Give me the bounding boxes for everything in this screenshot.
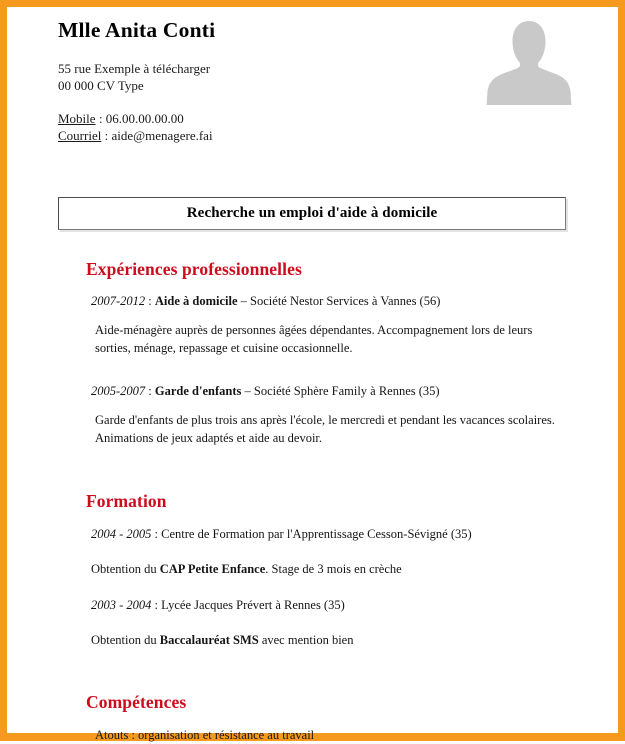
address-line-2: 00 000 CV Type [58,77,144,93]
address-line-1: 55 rue Exemple à télécharger [58,60,211,76]
formation-entry-result [91,561,562,579]
experience-entry-dash: – [237,294,251,308]
competences-list [91,727,562,744]
formation-result-suffix: . Stage de 3 mois en crèche [265,562,402,577]
experience-entry-separator: : [145,384,155,399]
experience-entry-dash: – [241,384,254,399]
experience-entries [91,293,562,448]
cv-header [7,7,618,171]
entry-spacer [91,579,562,597]
experience-entry-header [91,293,562,310]
formation-entry-school: Centre de Formation par l'Apprentissage Cesson-Sévigné (35) [161,526,472,541]
section-formation [7,491,618,650]
formation-entry-separator: : [151,597,162,612]
formation-diploma: CAP Petite Enfance [159,562,266,577]
section-title-competences: Compétences [86,691,187,712]
competences-item: Atouts : organisation et résistance au travail [95,727,315,742]
formation-entry-school: Lycée Jacques Prévert à Rennes (35) [161,597,345,612]
formation-entry-header [91,526,562,544]
formation-entry-result [91,632,562,650]
formation-entries [91,526,562,650]
section-title-experience: Expériences professionnelles [86,259,302,279]
photo-placeholder [485,17,573,109]
formation-entry-period: 2004 - 2005 [91,526,152,541]
objective-box [58,197,566,230]
entry-spacer [91,357,562,383]
objective-box-wrapper [58,197,566,230]
experience-entry-period: 2007-2012 [91,294,146,308]
experience-entry [91,293,562,357]
experience-entry-header [91,383,562,400]
contact-mobile-value: 06.00.00.00.00 [105,110,184,126]
contact-email [58,127,458,144]
person-silhouette-icon [485,17,573,109]
experience-entry-separator: : [145,294,155,308]
experience-entry-period: 2005-2007 [91,384,146,399]
contact-email-separator: : [101,128,112,144]
contact-email-label: Courriel [58,128,102,144]
formation-result-suffix: avec mention bien [258,633,354,648]
experience-entry-employer: Société Nestor Services à Vannes (56) [250,294,441,308]
contact-block [58,110,458,144]
formation-entry-separator: : [151,526,162,541]
entry-spacer [91,614,562,632]
section-title-formation: Formation [86,490,167,511]
objective-title: Recherche un emploi d'aide à domicile [186,205,438,221]
formation-entry-period: 2003 - 2004 [91,597,152,612]
experience-entry [91,383,562,447]
section-experience [7,259,618,448]
contact-email-value: aide@menagere.fai [111,128,213,144]
contact-mobile-label: Mobile [58,110,96,126]
formation-diploma: Baccalauréat SMS [159,633,259,648]
entry-spacer [91,543,562,561]
contact-mobile-separator: : [95,110,106,126]
experience-entry-description: Garde d'enfants de plus trois ans après l'école, le mercredi et pendant les vacances scolaires. Animations de jeux adaptés et aide au devoir. [95,413,555,445]
experience-entry-description: Aide-ménagère auprès de personnes âgées dépendantes. Accompagnement lors de leurs sorties, ménage, repassage et cuisine occasionnelle. [95,322,533,355]
section-competences [7,692,618,744]
formation-result-prefix: Obtention du [91,562,160,577]
cv-sections [7,259,618,744]
experience-entry-role: Garde d'enfants [154,384,242,399]
formation-entry-header [91,597,562,615]
header-identity-block [58,19,458,144]
contact-mobile [58,110,458,127]
experience-entry-role: Aide à domicile [154,294,238,308]
formation-result-prefix: Obtention du [91,633,160,648]
page-title: Mlle Anita Conti [58,18,216,42]
cv-page-content [7,7,618,742]
experience-entry-employer: Société Sphère Family à Rennes (35) [253,384,440,399]
